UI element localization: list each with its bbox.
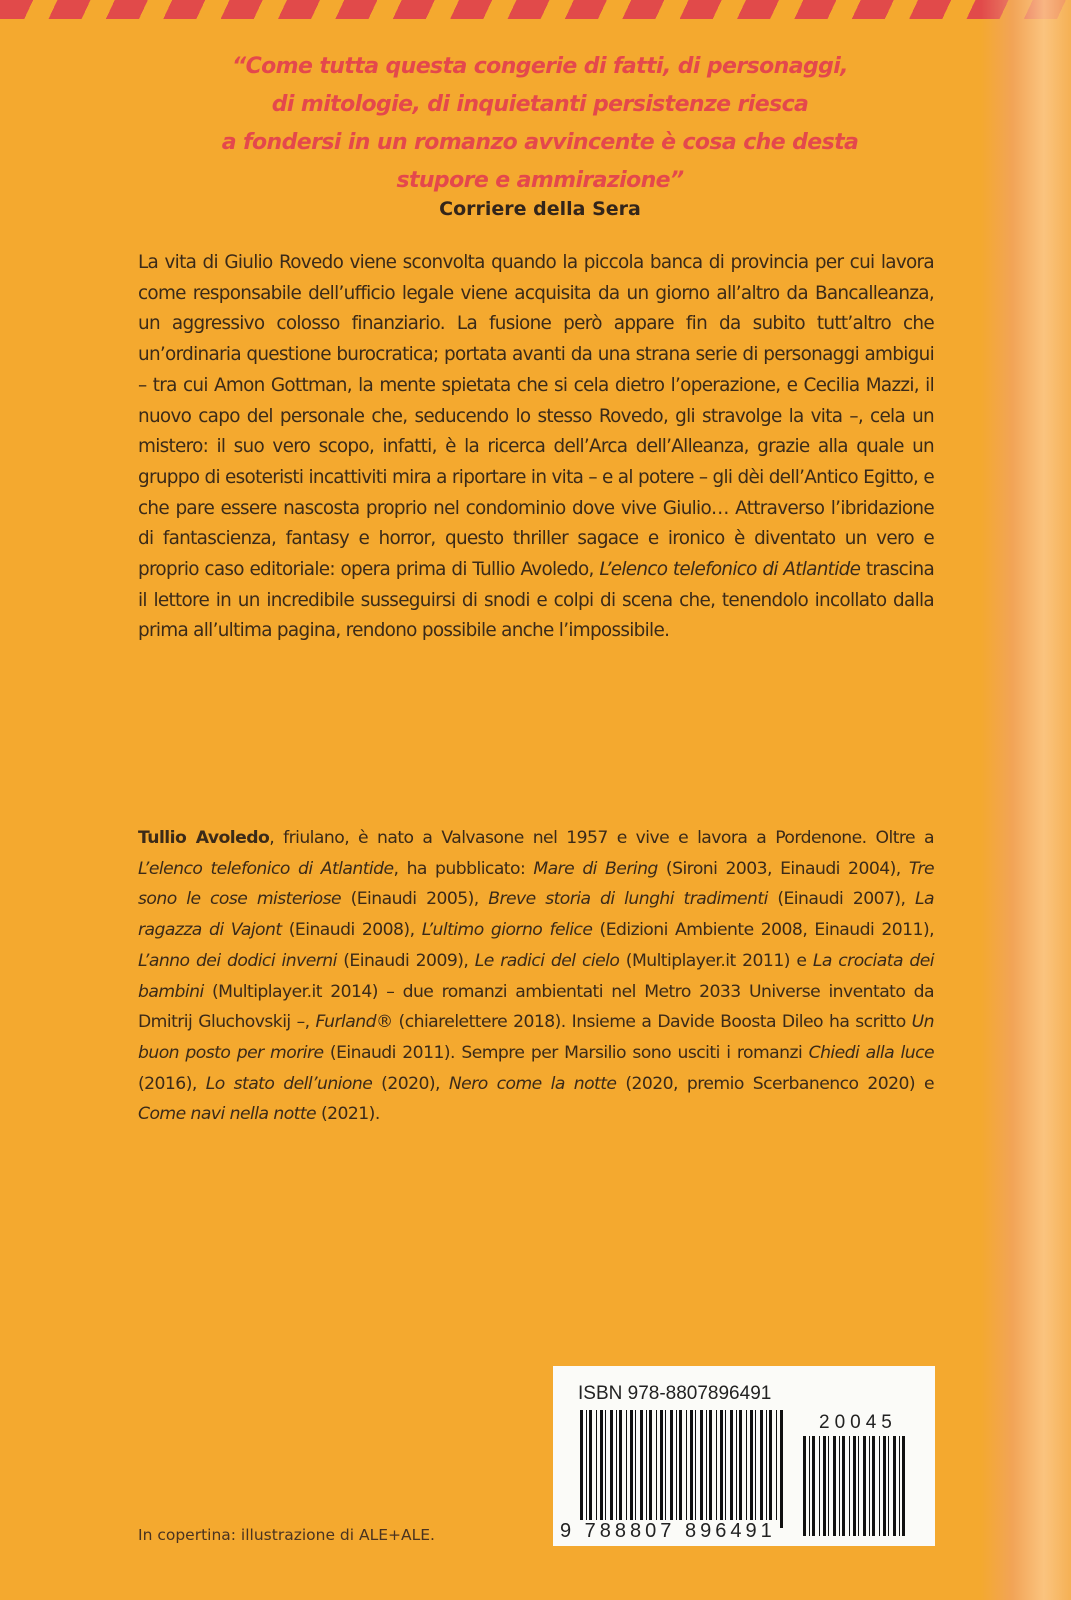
bio-text: , friulano, è nato a Valvasone nel 1957 e vive e lavora a Pordenone. Oltre a L’elenco telefonico di Atlantide, ha pubblicato: Mare di Bering (Sironi 2003, Einaudi 2004), Tre sono le cose misteriose (Einaudi 2005), Breve storia di lunghi tradimenti (Einaudi 2007), La ragazza di Vajont (Einaudi 2008), L’ultimo giorno felice (Edizioni Ambiente 2008, Einaudi 2011), L’anno dei dodici inverni (Einaudi 2009), Le radici del cielo (Multiplayer.it 2011) e La crociata dei bambini (Multiplayer.it 2014) – due romanzi ambientati nel Metro 2033 Universe inventato da Dmitrij Gluchovskij –, Furland® (chiarelettere 2018). Insieme a Davide Boosta Dileo ha scritto Un buon posto per morire (Einaudi 2011). Sempre per Marsilio sono usciti i romanzi Chiedi alla luce (2016), Lo stato dell’unione (2020), Nero come la notte (2020, premio Scerbanenco 2020) e Come navi nella notte (2021). (138, 828, 935, 1125)
press-quote (130, 48, 950, 200)
quote-line: stupore e ammirazione” (396, 168, 684, 193)
quote-line: “Come tutta questa congerie di fatti, di personaggi, (232, 54, 848, 79)
quote-line: a fondersi in un romanzo avvincente è cosa che desta (221, 130, 859, 155)
synopsis-text: La vita di Giulio Rovedo viene sconvolta quando la piccola banca di provincia per cui lavora come responsabile dell’ufficio legale viene acquisita da un giorno all’altro da Bancalleanza, un aggressivo colosso finanziario. La fusione però appare fin da subito tutt’altro che un’ordinaria questione burocratica; portata avanti da una strana serie di personaggi ambigui – tra cui Amon Gottman, la mente spietata che si cela dietro l’operazione, e Cecilia Mazzi, il nuovo capo del personale che, seducendo lo stesso Rovedo, gli stravolge la vita –, cela un mistero: il suo vero scopo, infatti, è la ricerca dell’Arca dell’Alleanza, grazie alla quale un gruppo di esoteristi incattiviti mira a riportare in vita – e al potere – gli dèi dell’Antico Egitto, e che pare essere nascosta proprio nel condominio dove vive Giulio… Attraverso l’ibridazione di fantascienza, fantasy e horror, questo thriller sagace e ironico è diventato un vero e proprio caso editoriale: opera prima di Tullio Avoledo, (138, 252, 934, 581)
author-name: Tullio Avoledo (138, 828, 270, 848)
quote-source: Corriere della Sera (439, 198, 641, 220)
isbn-label: ISBN 978-8807896491 (578, 1383, 772, 1404)
isbn-barcode (553, 1366, 935, 1546)
hazard-stripe-border (0, 0, 1071, 19)
spine-fade (981, 0, 1071, 1600)
addon-barcode-bars (801, 1436, 906, 1536)
author-bio (138, 823, 934, 1130)
ean-barcode-bars (578, 1410, 788, 1528)
synopsis (138, 248, 934, 647)
synopsis-text-end: trascina il lettore in un incredibile susseguirsi di snodi e colpi di scena che, tenendolo incollato dalla prima all’ultima pagina, rendono possibile anche l’impossibile. (138, 559, 935, 642)
book-title: L’elenco telefonico di Atlantide (599, 559, 861, 581)
cover-credit: In copertina: illustrazione di ALE+ALE. (138, 1526, 435, 1544)
addon-code: 20045 (819, 1412, 897, 1433)
ean-digits: 9 788807 896491 (560, 1520, 776, 1542)
quote-line: di mitologie, di inquietanti persistenze riesca (271, 92, 809, 117)
